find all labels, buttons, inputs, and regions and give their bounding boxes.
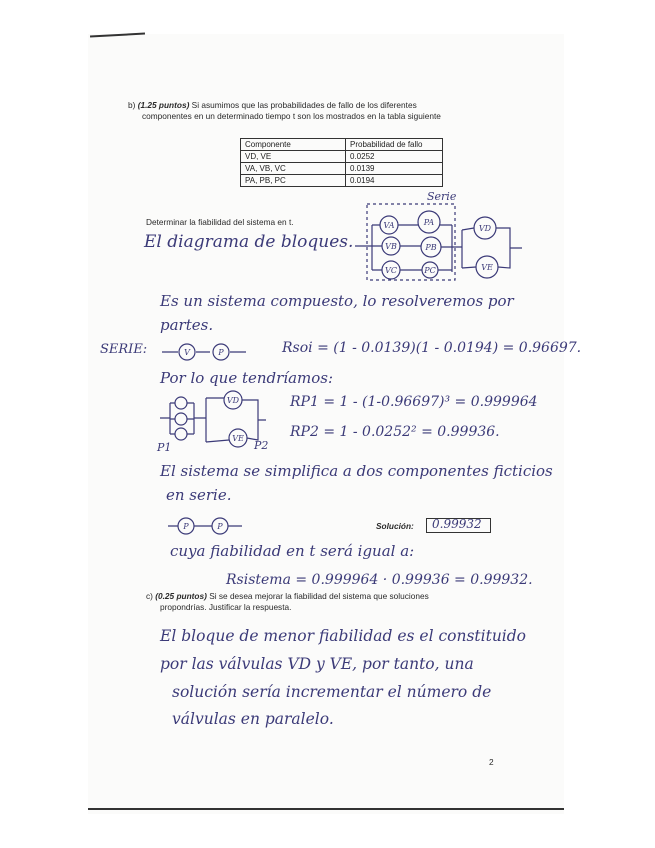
answer-line2: por las válvulas VD y VE, por tanto, una (160, 655, 474, 673)
table-cell: 0.0252 (346, 151, 443, 163)
table-cell: 0.0139 (346, 163, 443, 175)
p1-top-circle (175, 397, 187, 409)
pc-label: PC (424, 266, 436, 275)
table-cell: PA, PB, PC (241, 175, 346, 187)
solution-value: 0.99932 (432, 517, 482, 531)
solution-label: Solución: (376, 521, 414, 531)
simplified-p1-label: P (183, 522, 189, 531)
simplified-p2-label: P (217, 522, 223, 531)
p2-label: P2 (254, 439, 269, 452)
vd-ve-parallel-lines (462, 228, 522, 268)
answer-line1: El bloque de menor fiabilidad es el constituido (160, 627, 527, 645)
simplifica-line1: El sistema se simplifica a dos componentes ficticios (160, 462, 553, 480)
vc-label: VC (385, 266, 397, 275)
serie-dashed-box (367, 204, 455, 280)
part-b-question-line2: componentes en un determinado tiempo t son los mostrados en la tabla siguiente (142, 111, 441, 121)
page-bottom-line (88, 808, 564, 810)
diagram-connectors (355, 225, 462, 272)
serie-v-label: V (184, 348, 190, 357)
vd-label: VD (478, 224, 492, 233)
table-cell: VD, VE (241, 151, 346, 163)
rp1-equation: RP1 = 1 - (1-0.96697)³ = 0.999964 (290, 394, 538, 410)
p2-ve-label: VE (232, 434, 244, 443)
tendriamos-line: Por lo que tendríamos: (160, 369, 334, 387)
pa-label: PA (423, 218, 435, 227)
cuya-line: cuya fiabilidad en t será igual a: (170, 542, 415, 560)
va-label: VA (383, 221, 395, 230)
p1-mid-circle (175, 413, 187, 425)
diagram-title: El diagrama de bloques. (144, 232, 354, 252)
rsistema-equation: Rsistema = 0.999964 · 0.99936 = 0.99932. (226, 572, 533, 588)
composite-line1: Es un sistema compuesto, lo resolveremos por (160, 292, 514, 310)
p2-vd-label: VD (226, 396, 240, 405)
part-c-question-line2: propondrías. Justificar la respuesta. (160, 602, 292, 612)
p1-p2-connectors (160, 398, 266, 442)
serie-p-label: P (218, 348, 224, 357)
vb-label: VB (385, 242, 397, 251)
table-header: Componente (241, 139, 346, 151)
ve-label: VE (481, 263, 493, 272)
pb-label: PB (425, 243, 437, 252)
serie-annotation: Serie (427, 190, 457, 203)
serie-label: SERIE: (100, 342, 148, 357)
part-b-question-line1: b) (1.25 puntos) Si asumimos que las probabilidades de fallo de los diferentes (128, 100, 417, 110)
table-cell: VA, VB, VC (241, 163, 346, 175)
composite-line2: partes. (160, 316, 214, 334)
table-header: Probabilidad de fallo (346, 139, 443, 151)
answer-line3: solución sería incrementar el número de (172, 683, 492, 701)
rp2-equation: RP2 = 1 - 0.0252² = 0.99936. (290, 424, 500, 440)
determine-instruction: Determinar la fiabilidad del sistema en t. (146, 217, 294, 227)
p1-bot-circle (175, 428, 187, 440)
answer-line4: válvulas en paralelo. (172, 710, 334, 728)
table-cell: 0.0194 (346, 175, 443, 187)
simplifica-line2: en serie. (166, 486, 232, 504)
p1-label: P1 (157, 441, 172, 454)
part-c-question-line1: c) (0.25 puntos) Si se desea mejorar la fiabilidad del sistema que soluciones (146, 591, 429, 601)
page-number: 2 (489, 757, 494, 767)
rsoi-equation: Rsoi = (1 - 0.0139)(1 - 0.0194) = 0.96697. (282, 340, 582, 356)
